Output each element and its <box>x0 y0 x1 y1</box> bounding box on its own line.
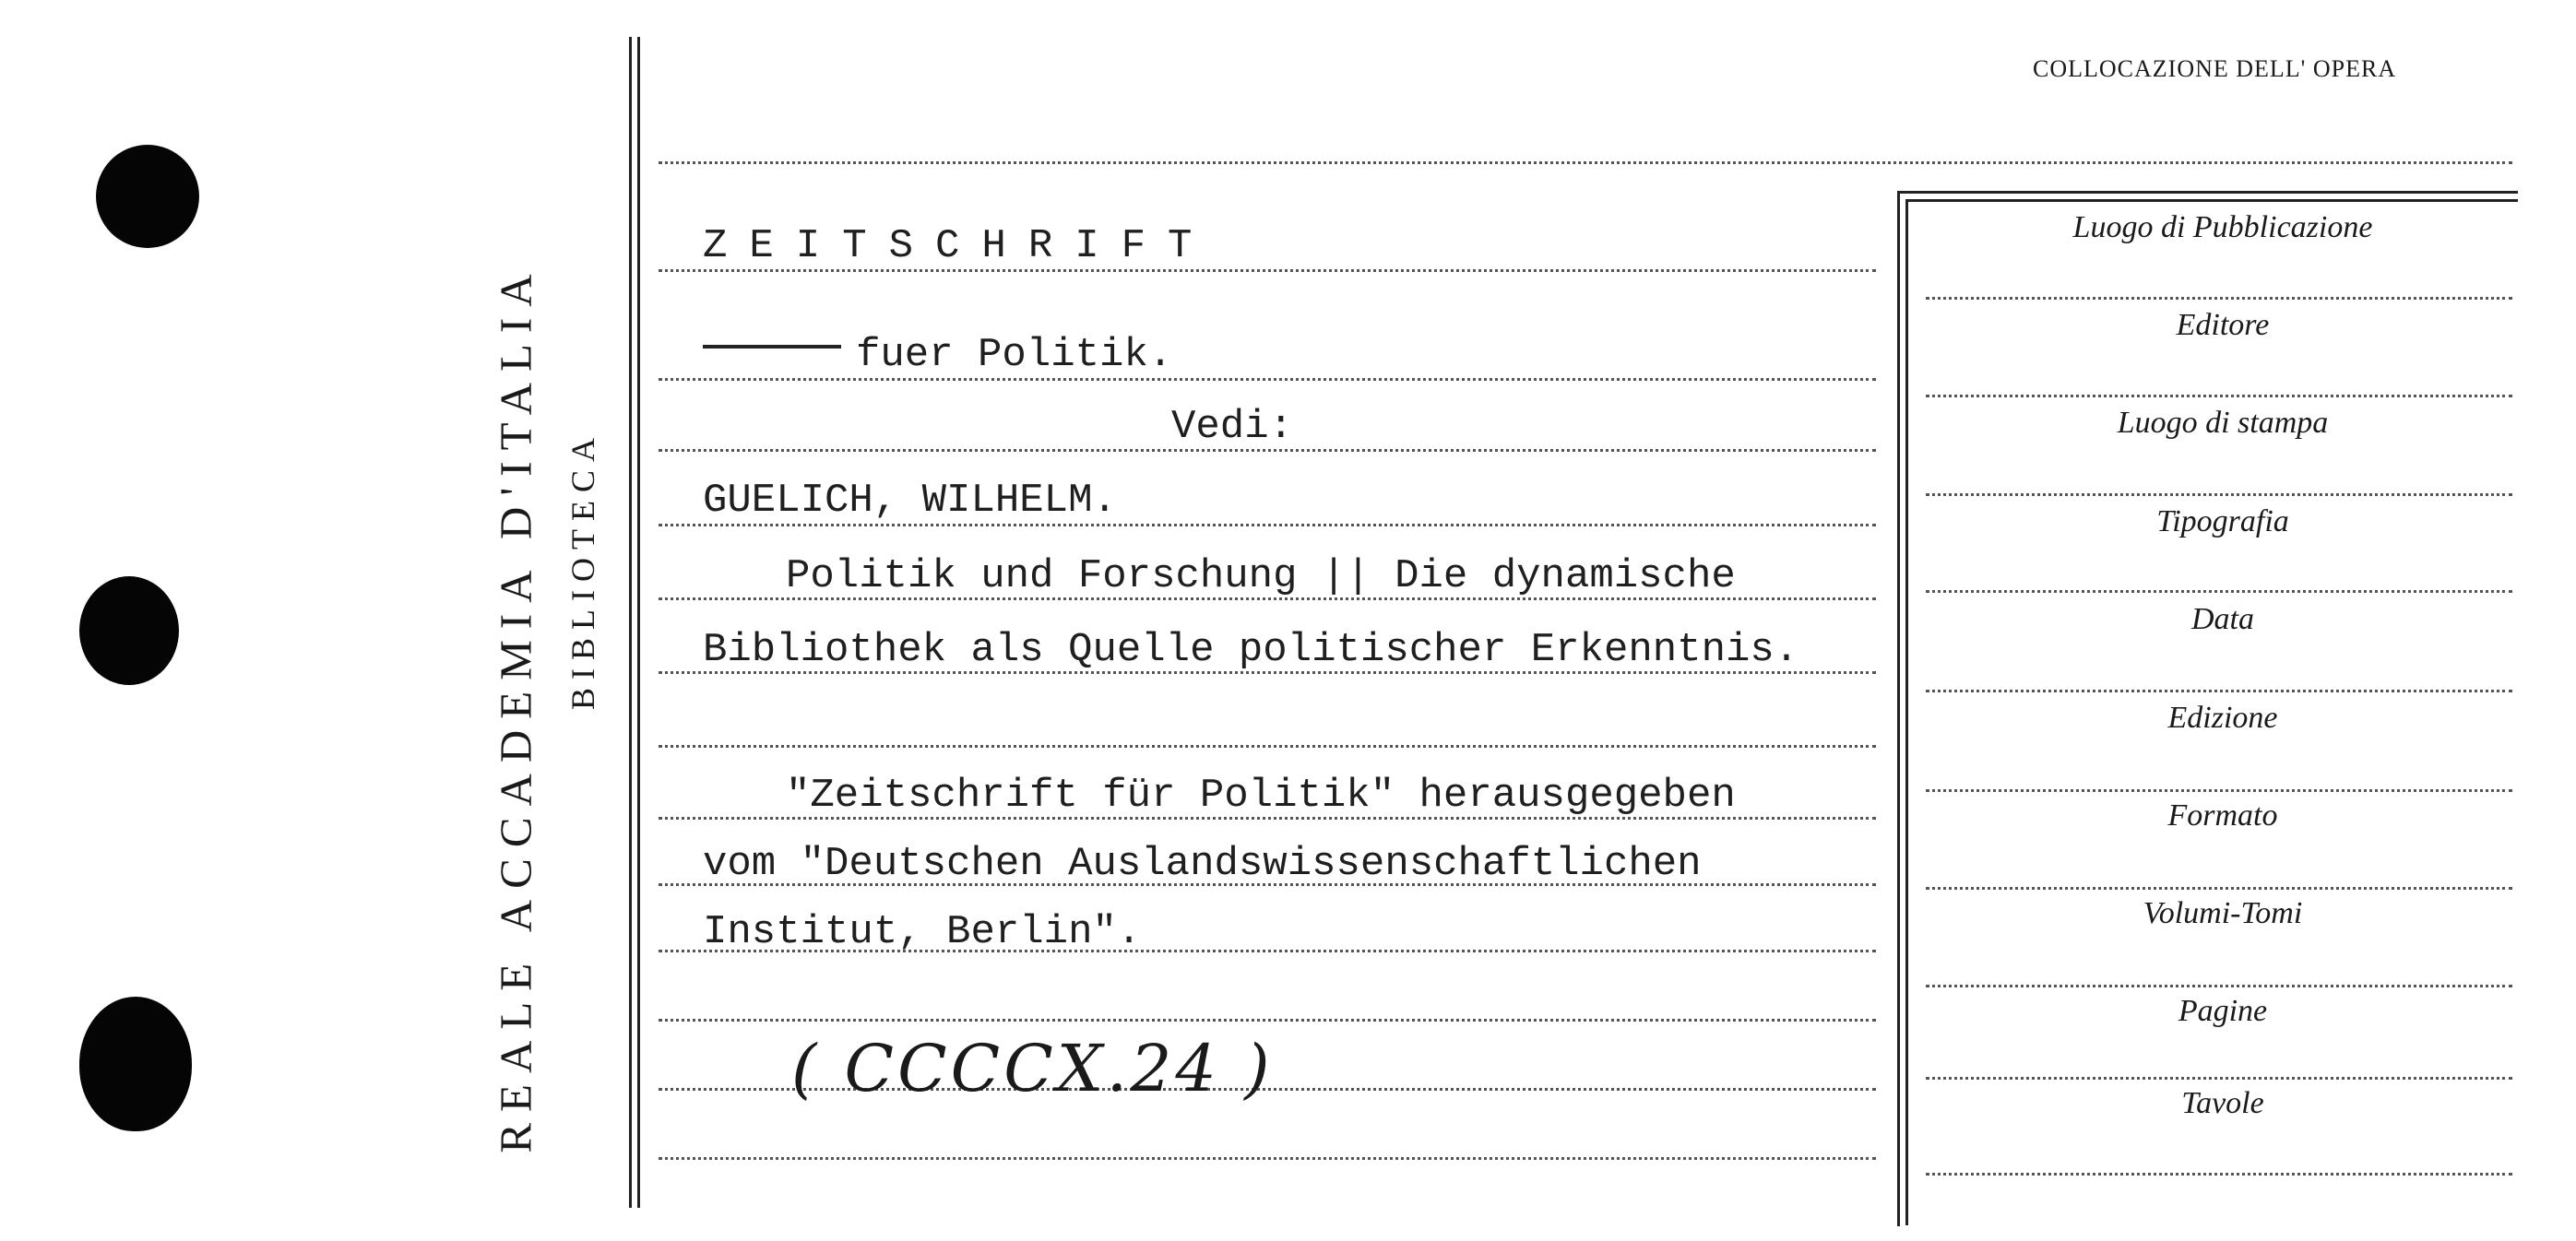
see-reference: Vedi: <box>1171 404 1294 450</box>
dotted-line <box>659 378 1876 381</box>
dotted-line <box>1926 590 2512 593</box>
punch-hole <box>96 145 199 248</box>
entry-subtitle: fuer Politik. <box>856 332 1173 378</box>
dotted-line <box>1926 985 2512 987</box>
entry-title: ZEITSCHRIFT <box>703 223 1215 269</box>
field-tavole: Tavole <box>2181 1086 2264 1120</box>
dotted-line <box>1926 395 2512 397</box>
dotted-line <box>1926 887 2512 890</box>
dotted-line <box>1926 493 2512 496</box>
library-label: BIBLIOTECA <box>564 430 601 710</box>
author-name: GUELICH, WILHELM. <box>703 478 1117 524</box>
dotted-line <box>659 1019 1876 1022</box>
field-editore: Editore <box>2176 308 2270 342</box>
dotted-line <box>659 745 1876 748</box>
vertical-rule <box>629 37 632 1208</box>
work-title-line: Bibliothek als Quelle politischer Erkenntnis. <box>703 627 1799 673</box>
work-title-line: Politik und Forschung || Die dynamische <box>786 553 1736 599</box>
handwritten-shelfmark: ( CCCCX.24 ) <box>791 1031 1274 1106</box>
field-edizione: Edizione <box>2167 701 2278 735</box>
note-line: vom "Deutschen Auslandswissenschaftlichen <box>703 841 1702 887</box>
dotted-line <box>659 161 2512 164</box>
field-tipografia: Tipografia <box>2156 504 2289 538</box>
note-line: "Zeitschrift für Politik" herausgegeben <box>786 773 1736 819</box>
dotted-line <box>1926 789 2512 792</box>
repeat-dash <box>703 345 841 349</box>
collocazione-header: COLLOCAZIONE DELL' OPERA <box>2033 55 2397 82</box>
field-luogo-pubblicazione: Luogo di Pubblicazione <box>2072 210 2373 244</box>
institution-name: REALE ACCADEMIA D'ITALIA <box>490 263 541 1153</box>
dotted-line <box>1926 1077 2512 1080</box>
note-line: Institut, Berlin". <box>703 909 1142 955</box>
field-pagine: Pagine <box>2178 994 2268 1028</box>
vertical-rule <box>637 37 640 1208</box>
field-volumi-tomi: Volumi-Tomi <box>2143 896 2303 930</box>
dotted-line <box>659 1157 1876 1160</box>
dotted-line <box>659 269 1876 272</box>
field-formato: Formato <box>2167 798 2278 833</box>
field-luogo-stampa: Luogo di stampa <box>2117 406 2329 440</box>
dotted-line <box>1926 1173 2512 1176</box>
dotted-line <box>659 524 1876 526</box>
punch-hole <box>79 576 179 685</box>
dotted-line <box>1926 690 2512 692</box>
punch-hole <box>79 997 192 1131</box>
dotted-line <box>1926 297 2512 300</box>
field-data: Data <box>2191 602 2254 636</box>
